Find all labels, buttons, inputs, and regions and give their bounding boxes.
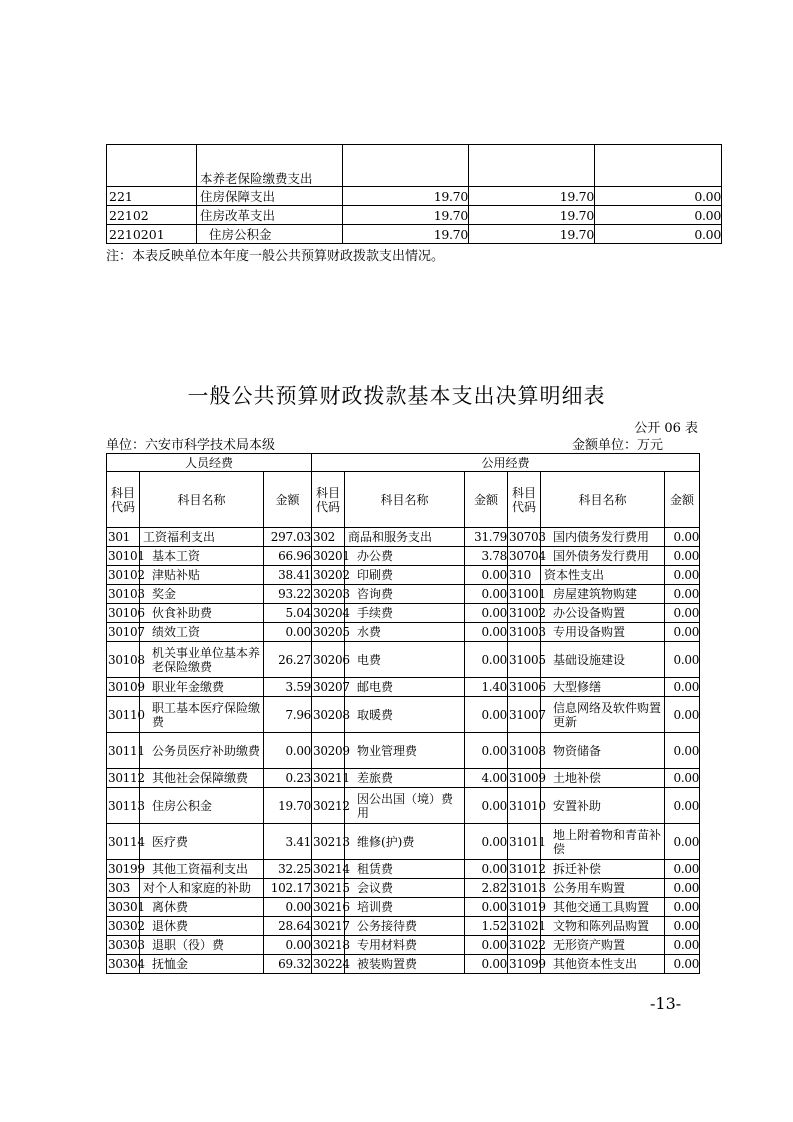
value-cell: 0.00	[595, 206, 722, 225]
table-row	[107, 145, 722, 187]
code-cell: 303	[107, 879, 140, 898]
name-cell: 因公出国（境）费用	[345, 788, 465, 824]
code-cell: 30302	[107, 917, 140, 936]
table-row	[107, 955, 700, 974]
code-cell: 301	[107, 528, 140, 547]
name-cell: 医疗费	[140, 824, 264, 860]
table-note: 注：本表反映单位本年度一般公共预算财政拨款支出情况。	[106, 249, 445, 264]
code-cell: 30111	[107, 733, 140, 769]
name-cell: 职工基本医疗保险缴费	[140, 697, 264, 733]
table-row	[107, 566, 700, 585]
code-cell: 30108	[107, 642, 140, 678]
code-cell: 30203	[312, 585, 345, 604]
code-cell: 30110	[107, 697, 140, 733]
header-code: 科目代码	[312, 472, 345, 528]
name-cell: 物资储备	[541, 733, 665, 769]
name-cell: 伙食补助费	[140, 604, 264, 623]
code-cell: 30202	[312, 566, 345, 585]
amount-cell: 0.00	[665, 678, 700, 697]
amount-cell: 102.17	[264, 879, 312, 898]
name-cell: 差旅费	[345, 769, 465, 788]
table-row	[107, 788, 700, 824]
amount-cell: 0.00	[465, 936, 508, 955]
amount-cell: 0.23	[264, 769, 312, 788]
amount-cell: 0.00	[465, 898, 508, 917]
code-cell: 30106	[107, 604, 140, 623]
table-row	[107, 917, 700, 936]
code-cell: 30103	[107, 585, 140, 604]
name-cell: 房屋建筑物购建	[541, 585, 665, 604]
table-row	[107, 206, 722, 225]
amount-cell: 0.00	[465, 824, 508, 860]
value-cell: 19.70	[469, 206, 595, 225]
amount-cell: 32.25	[264, 860, 312, 879]
amount-cell: 0.00	[264, 733, 312, 769]
name-cell: 安置补助	[541, 788, 665, 824]
header-code: 科目代码	[107, 472, 140, 528]
amount-cell: 5.04	[264, 604, 312, 623]
amount-cell: 7.96	[264, 697, 312, 733]
table-row	[107, 769, 700, 788]
code-cell: 30107	[107, 623, 140, 642]
amount-cell: 69.32	[264, 955, 312, 974]
amount-cell: 0.00	[665, 824, 700, 860]
name-cell: 其他资本性支出	[541, 955, 665, 974]
name-cell: 机关事业单位基本养老保险缴费	[140, 642, 264, 678]
code-cell: 31021	[508, 917, 541, 936]
code-cell: 310	[508, 566, 541, 585]
header-amount: 金额	[665, 472, 700, 528]
name-cell: 国内债务发行费用	[541, 528, 665, 547]
group-header-public: 公用经费	[312, 454, 700, 472]
code-cell: 30213	[312, 824, 345, 860]
code-cell: 30224	[312, 955, 345, 974]
name-cell: 租赁费	[345, 860, 465, 879]
code-cell	[107, 145, 197, 187]
name-cell: 本养老保险缴费支出	[197, 145, 343, 187]
amount-cell: 2.82	[465, 879, 508, 898]
header-code: 科目代码	[508, 472, 541, 528]
code-cell: 31008	[508, 733, 541, 769]
code-cell: 30211	[312, 769, 345, 788]
amount-cell: 3.59	[264, 678, 312, 697]
code-cell: 22102	[107, 206, 197, 225]
name-cell: 住房公积金	[140, 788, 264, 824]
code-cell: 30101	[107, 547, 140, 566]
name-cell: 会议费	[345, 879, 465, 898]
table-row	[107, 879, 700, 898]
table-row	[107, 225, 722, 244]
amount-cell: 0.00	[465, 788, 508, 824]
amount-cell: 0.00	[665, 642, 700, 678]
amount-cell: 19.70	[264, 788, 312, 824]
amount-cell: 0.00	[665, 697, 700, 733]
amount-cell: 4.00	[465, 769, 508, 788]
amount-cell: 0.00	[465, 623, 508, 642]
table-row	[107, 642, 700, 678]
amount-cell: 0.00	[665, 860, 700, 879]
amount-cell: 0.00	[465, 642, 508, 678]
table-row	[107, 623, 700, 642]
amount-cell: 93.22	[264, 585, 312, 604]
header-amount: 金额	[264, 472, 312, 528]
name-cell: 绩效工资	[140, 623, 264, 642]
code-cell: 302	[312, 528, 345, 547]
name-cell: 土地补偿	[541, 769, 665, 788]
amount-cell: 0.00	[665, 788, 700, 824]
name-cell: 专用材料费	[345, 936, 465, 955]
name-cell: 取暖费	[345, 697, 465, 733]
amount-cell: 1.40	[465, 678, 508, 697]
name-cell: 办公设备购置	[541, 604, 665, 623]
name-cell: 公务接待费	[345, 917, 465, 936]
code-cell: 30112	[107, 769, 140, 788]
name-cell: 电费	[345, 642, 465, 678]
code-cell: 30303	[107, 936, 140, 955]
code-cell: 31002	[508, 604, 541, 623]
code-cell: 221	[107, 187, 197, 206]
page-title: 一般公共预算财政拨款基本支出决算明细表	[187, 384, 606, 408]
name-cell: 公务用车购置	[541, 879, 665, 898]
header-name: 科目名称	[541, 472, 665, 528]
table-row	[107, 678, 700, 697]
amount-cell: 297.03	[264, 528, 312, 547]
code-cell: 31011	[508, 824, 541, 860]
code-cell: 30215	[312, 879, 345, 898]
amount-cell: 0.00	[665, 936, 700, 955]
name-cell: 被装购置费	[345, 955, 465, 974]
name-cell: 印刷费	[345, 566, 465, 585]
amount-cell: 0.00	[465, 955, 508, 974]
code-cell: 31022	[508, 936, 541, 955]
value-cell: 0.00	[595, 187, 722, 206]
table-row	[107, 528, 700, 547]
header-amount: 金额	[465, 472, 508, 528]
amount-cell: 28.64	[264, 917, 312, 936]
table-row	[107, 898, 700, 917]
code-cell: 31005	[508, 642, 541, 678]
table-row	[107, 547, 700, 566]
amount-cell: 0.00	[665, 528, 700, 547]
amount-cell: 0.00	[465, 860, 508, 879]
name-cell: 商品和服务支出	[345, 528, 465, 547]
name-cell: 职业年金缴费	[140, 678, 264, 697]
value-cell	[343, 145, 469, 187]
name-cell: 办公费	[345, 547, 465, 566]
name-cell: 专用设备购置	[541, 623, 665, 642]
name-cell: 对个人和家庭的补助	[140, 879, 264, 898]
code-cell: 30204	[312, 604, 345, 623]
name-cell: 其他交通工具购置	[541, 898, 665, 917]
code-cell: 31010	[508, 788, 541, 824]
top-table	[106, 144, 722, 244]
name-cell: 资本性支出	[541, 566, 665, 585]
amount-cell: 66.96	[264, 547, 312, 566]
code-cell: 2210201	[107, 225, 197, 244]
code-cell: 31009	[508, 769, 541, 788]
table-row	[107, 936, 700, 955]
page-number: -13-	[650, 994, 682, 1013]
name-cell: 津贴补贴	[140, 566, 264, 585]
name-cell: 工资福利支出	[140, 528, 264, 547]
code-cell: 30114	[107, 824, 140, 860]
amount-cell: 3.78	[465, 547, 508, 566]
table-row	[107, 187, 722, 206]
name-cell: 住房公积金	[197, 225, 343, 244]
code-cell: 30109	[107, 678, 140, 697]
name-cell: 信息网络及软件购置更新	[541, 697, 665, 733]
code-cell: 31007	[508, 697, 541, 733]
name-cell: 文物和陈列品购置	[541, 917, 665, 936]
name-cell: 退职（役）费	[140, 936, 264, 955]
amount-cell: 0.00	[665, 547, 700, 566]
value-cell: 19.70	[343, 187, 469, 206]
value-cell: 19.70	[469, 187, 595, 206]
code-cell: 30113	[107, 788, 140, 824]
amount-cell: 1.52	[465, 917, 508, 936]
code-cell: 31013	[508, 879, 541, 898]
amount-cell: 0.00	[465, 733, 508, 769]
code-cell: 30704	[508, 547, 541, 566]
amount-cell: 0.00	[465, 566, 508, 585]
name-cell: 咨询费	[345, 585, 465, 604]
name-cell: 住房改革支出	[197, 206, 343, 225]
amount-cell: 0.00	[665, 898, 700, 917]
amount-cell: 0.00	[665, 585, 700, 604]
name-cell: 基本工资	[140, 547, 264, 566]
name-cell: 其他社会保障缴费	[140, 769, 264, 788]
code-cell: 31099	[508, 955, 541, 974]
name-cell: 退休费	[140, 917, 264, 936]
name-cell: 无形资产购置	[541, 936, 665, 955]
code-cell: 30205	[312, 623, 345, 642]
table-row	[107, 824, 700, 860]
amount-cell: 31.79	[465, 528, 508, 547]
code-cell: 31006	[508, 678, 541, 697]
amount-cell: 0.00	[264, 936, 312, 955]
value-cell: 0.00	[595, 225, 722, 244]
amount-cell: 0.00	[264, 898, 312, 917]
code-cell: 30201	[312, 547, 345, 566]
name-cell: 邮电费	[345, 678, 465, 697]
amount-cell: 0.00	[264, 623, 312, 642]
code-cell: 30212	[312, 788, 345, 824]
amount-cell: 0.00	[665, 604, 700, 623]
amount-cell: 0.00	[665, 879, 700, 898]
name-cell: 公务员医疗补助缴费	[140, 733, 264, 769]
name-cell: 基础设施建设	[541, 642, 665, 678]
table-row	[107, 585, 700, 604]
amount-cell: 0.00	[665, 566, 700, 585]
name-cell: 拆迁补偿	[541, 860, 665, 879]
name-cell: 维修(护)费	[345, 824, 465, 860]
value-cell: 19.70	[469, 225, 595, 244]
code-cell: 30209	[312, 733, 345, 769]
code-cell: 30207	[312, 678, 345, 697]
name-cell: 抚恤金	[140, 955, 264, 974]
header-name: 科目名称	[140, 472, 264, 528]
code-cell: 30216	[312, 898, 345, 917]
amount-cell: 26.27	[264, 642, 312, 678]
value-cell	[595, 145, 722, 187]
code-cell: 31019	[508, 898, 541, 917]
amount-cell: 0.00	[665, 623, 700, 642]
unit-label: 单位：六安市科学技术局本级	[106, 438, 276, 453]
code-cell: 30102	[107, 566, 140, 585]
code-cell: 30301	[107, 898, 140, 917]
amount-cell: 0.00	[665, 733, 700, 769]
code-cell: 30199	[107, 860, 140, 879]
name-cell: 奖金	[140, 585, 264, 604]
expense-detail-table	[106, 453, 700, 974]
amount-cell: 0.00	[465, 697, 508, 733]
code-cell: 30206	[312, 642, 345, 678]
amount-cell: 3.41	[264, 824, 312, 860]
name-cell: 手续费	[345, 604, 465, 623]
value-cell	[469, 145, 595, 187]
name-cell: 离休费	[140, 898, 264, 917]
table-row	[107, 604, 700, 623]
name-cell: 国外债务发行费用	[541, 547, 665, 566]
code-cell: 30703	[508, 528, 541, 547]
amount-cell: 38.41	[264, 566, 312, 585]
name-cell: 物业管理费	[345, 733, 465, 769]
value-cell: 19.70	[343, 225, 469, 244]
group-header-personnel: 人员经费	[107, 454, 312, 472]
code-cell: 31012	[508, 860, 541, 879]
table-row	[107, 733, 700, 769]
name-cell: 住房保障支出	[197, 187, 343, 206]
code-cell: 30217	[312, 917, 345, 936]
amount-cell: 0.00	[465, 604, 508, 623]
value-cell: 19.70	[343, 206, 469, 225]
amount-cell: 0.00	[665, 917, 700, 936]
header-name: 科目名称	[345, 472, 465, 528]
code-cell: 30208	[312, 697, 345, 733]
money-unit-label: 金额单位：万元	[572, 438, 664, 453]
form-number: 公开 06 表	[634, 421, 698, 436]
table-row	[107, 860, 700, 879]
code-cell: 31003	[508, 623, 541, 642]
code-cell: 30218	[312, 936, 345, 955]
code-cell: 30304	[107, 955, 140, 974]
code-cell: 31001	[508, 585, 541, 604]
amount-cell: 0.00	[665, 955, 700, 974]
name-cell: 水费	[345, 623, 465, 642]
amount-cell: 0.00	[665, 769, 700, 788]
code-cell: 30214	[312, 860, 345, 879]
name-cell: 其他工资福利支出	[140, 860, 264, 879]
name-cell: 地上附着物和青苗补偿	[541, 824, 665, 860]
name-cell: 培训费	[345, 898, 465, 917]
amount-cell: 0.00	[465, 585, 508, 604]
name-cell: 大型修缮	[541, 678, 665, 697]
table-row	[107, 697, 700, 733]
